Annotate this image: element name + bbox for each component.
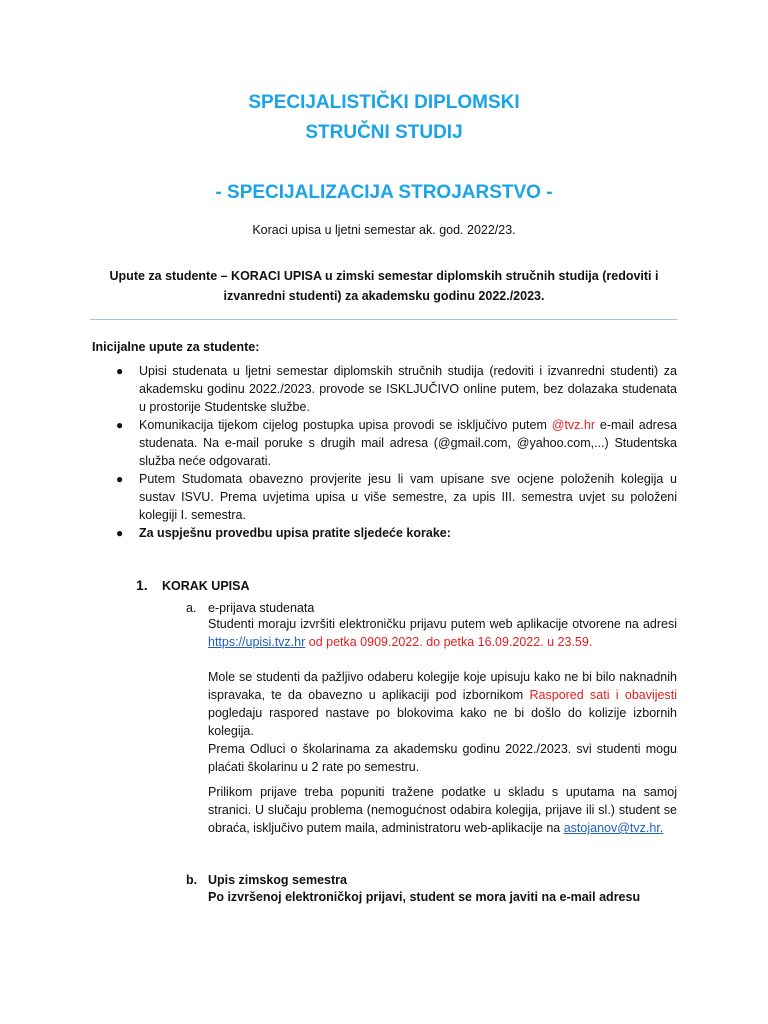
step-number: 1. — [136, 577, 148, 593]
bullet-text: e-mail adresa studenata. Na e-mail poruke s drugih mail adresa (@gmail.com, @yahoo.com,...) Studentska služba neće odgovarati. — [139, 418, 677, 468]
paragraph-text: Prilikom prijave treba popuniti tražene podatke u skladu s uputama na samoj stranici. U slučaju problema (nemogućnost odabira kolegija, prijave ili sl.) student se obraća, isključivo putem maila, administratoru web-aplikacije na — [208, 785, 677, 835]
initial-instructions-list — [92, 362, 677, 542]
upisi-link[interactable]: https://upisi.tvz.hr — [208, 635, 306, 649]
step-label: KORAK UPISA — [162, 579, 250, 593]
paragraph-skolarina: Prema Odluci o školarinama za akademsku godinu 2022./2023. svi studenti mogu plaćati školarinu u 2 rate po semestru. — [208, 742, 677, 774]
initial-instructions-heading: Inicijalne upute za studente: — [92, 340, 260, 354]
list-item — [92, 524, 677, 542]
admin-email-link[interactable]: astojanov@tvz.hr. — [563, 821, 664, 835]
bullet-text: Komunikacija tijekom cijelog postupka upisa provodi se isključivo putem — [139, 418, 552, 432]
step-1-heading — [136, 577, 250, 593]
paragraph-text: Studenti moraju izvršiti elektroničku prijavu putem web aplikacije otvorene na adresi — [208, 617, 677, 631]
tvz-email-domain: @tvz.hr — [551, 418, 595, 432]
bullet-icon: ● — [116, 418, 124, 432]
bullet-text: Putem Studomata obavezno provjerite jesu li vam upisane sve ocjene položenih kolegija u sustav ISVU. Prema uvjetima upisa u više semestre, za upis III. semestra uvjet su položeni kolegiji I. semestra. — [139, 472, 677, 522]
list-item — [92, 362, 677, 416]
substep-label: Upis zimskog semestra — [208, 873, 347, 887]
title-line-2: STRUČNI STUDIJ — [305, 122, 463, 143]
paragraph-kolegiji — [208, 668, 677, 740]
bullet-icon: ● — [116, 526, 124, 540]
list-item — [92, 470, 677, 524]
paragraph-text: pogledaju raspored nastave po blokovima kako ne bi došlo do kolizije izbornih kolegija. — [208, 706, 677, 738]
instructions-heading — [0, 266, 768, 306]
horizontal-divider — [90, 319, 677, 320]
bullet-icon: ● — [116, 364, 124, 378]
instructions-line-1: Upute za studente – KORACI UPISA u zimski semestar diplomskih stručnih studija (redoviti i — [109, 269, 659, 283]
instructions-line-2: izvanredni studenti) za akademsku godinu 2022./2023. — [223, 289, 545, 303]
title-specialization: - SPECIJALIZACIJA STROJARSTVO - — [215, 182, 553, 203]
substep-letter: a. — [186, 601, 197, 615]
substep-label: e-prijava studenata — [208, 601, 315, 615]
subtitle-koraci: Koraci upisa u ljetni semestar ak. god. 2022/23. — [252, 223, 516, 237]
substep-letter: b. — [186, 873, 198, 887]
bullet-text: Upisi studenata u ljetni semestar diplomskih stručnih studija (redoviti i izvanredni studenti) za akademsku godinu 2022./2023. provode se ISKLJUČIVO online putem, bez dolazaka studenata u prostorije Studentske službe. — [139, 364, 677, 414]
paragraph-upis-semestra: Po izvršenoj elektroničkoj prijavi, student se mora javiti na e-mail adresu — [208, 890, 641, 904]
list-item — [92, 416, 677, 470]
title-line-1: SPECIJALISTIČKI DIPLOMSKI — [248, 92, 520, 113]
bullet-text: Za uspješnu provedbu upisa pratite sljedeće korake: — [139, 526, 451, 540]
deadline-text: od petka 0909.2022. do petka 16.09.2022. u 23.59. — [305, 635, 593, 649]
bullet-icon: ● — [116, 472, 124, 486]
paragraph-prijava — [208, 783, 677, 837]
paragraph-text: Mole se studenti da pažljivo odaberu kolegije koje upisuju kako ne bi bilo naknadnih ispravaka, te da obavezno u aplikaciji pod izbornikom — [208, 670, 677, 702]
menu-name-highlight: Raspored sati i obavijesti — [529, 688, 677, 702]
paragraph-eprijava — [208, 615, 677, 651]
